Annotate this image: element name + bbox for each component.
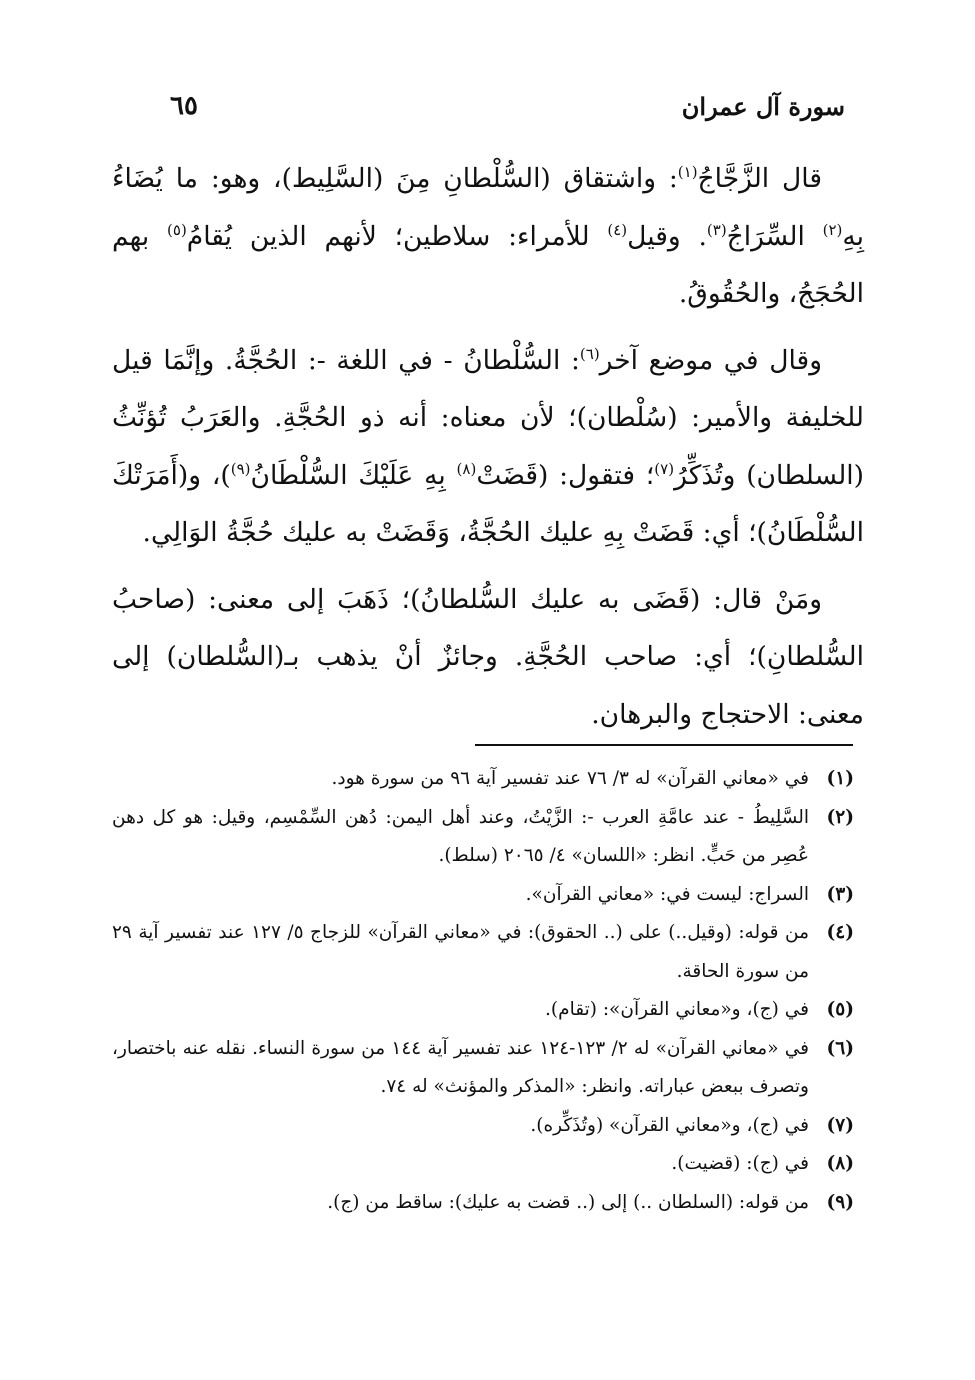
footnote-text: في (ج)، و«معاني القرآن» (وتُذَكِّره). — [530, 1114, 809, 1136]
p2-text-5: )، و(أَمَرَتْكَ السُّلْطَانُ)؛ أي: قَضَتْ بِهِ عليك الحُجَّةُ، وَقَضَتْ به عليك حُجَّةُ الوَالِي. — [112, 459, 864, 548]
footnote-item — [112, 914, 854, 991]
footnote-ref-1: (١) — [677, 163, 698, 182]
p1-text-6: بهم الحُجَجُ، والحُقُوقُ. — [112, 220, 864, 309]
p2-text-3: ؛ فتقول: (قَضَتْ — [476, 459, 655, 491]
footnote-item — [112, 799, 854, 876]
p1-text-5: للأمراء: سلاطين؛ لأنهم الذين يُقامُ — [186, 220, 608, 252]
p1-text-3: السِّرَاجُ — [726, 220, 823, 252]
footnote-text: في (ج): (قضيت). — [671, 1153, 809, 1174]
footnote-number: (٧) — [826, 1114, 854, 1136]
page-number: ٦٥ — [170, 91, 198, 121]
footnote-item — [112, 876, 854, 915]
main-text — [112, 150, 864, 752]
footnote-item — [112, 1030, 854, 1107]
footnotes — [112, 760, 854, 1222]
footnote-divider — [475, 744, 853, 746]
footnote-ref-6: (٦) — [579, 344, 600, 363]
running-title: سورة آل عمران — [681, 91, 845, 121]
footnote-item — [112, 1107, 854, 1146]
footnote-number: (١) — [826, 768, 854, 789]
footnote-number: (٩) — [826, 1191, 854, 1213]
footnote-item — [112, 1145, 854, 1184]
p1-text-1: قال الزَّجَّاجُ — [697, 163, 822, 194]
p3-text: ومَنْ قال: (قَضَى به عليك السُّلطانُ)؛ ذَهَبَ إلى معنى: (صاحبُ السُّلطانِ)؛ أي: صاحب الحُجَّةِ. وجائزٌ أنْ يذهب بـ(السُّلطان) إلى معنى: الاحتجاج والبرهان. — [112, 583, 864, 730]
footnote-number: (٨) — [826, 1153, 854, 1174]
p1-text-4: . وقيل — [627, 220, 707, 252]
footnote-item — [112, 991, 854, 1030]
page-header — [170, 86, 845, 126]
footnote-text: السَّلِيطُ - عند عامَّةِ العرب -: الزَّيْتُ، وعند أهل اليمن: دُهن السِّمْسِم، وقيل: هو كل دهن عُصِر من حَبٍّ. انظر: «اللسان» ٤/ ٢٠٦٥ (سلط). — [112, 806, 809, 866]
footnote-item — [112, 1184, 854, 1223]
footnote-ref-4: (٤) — [607, 220, 628, 239]
footnote-ref-7: (٧) — [654, 459, 675, 478]
footnote-number: (٣) — [826, 883, 854, 905]
paragraph-3 — [112, 571, 864, 744]
p2-text-2: : السُّلْطانُ - في اللغة -: الحُجَّةُ. وإنَّمَا قيل للخليفة والأمير: (سُلْطان)؛ لأن معناه: أنه ذو الحُجَّةِ. والعَرَبُ تُؤنِّثُ (السلطان) وتُذَكِّرُ — [112, 344, 864, 491]
footnote-number: (٦) — [826, 1037, 854, 1059]
footnote-text: من قوله: (وقيل..) على (.. الحقوق): في «معاني القرآن» للزجاج ٥/ ١٢٧ عند تفسير آية ٢٩ من سورة الحاقة. — [112, 922, 809, 982]
footnote-text: من قوله: (السلطان ..) إلى (.. قضت به عليك): ساقط من (ج). — [327, 1191, 809, 1213]
footnote-item — [112, 760, 854, 799]
footnote-number: (٢) — [826, 806, 854, 828]
footnote-ref-2: (٢) — [822, 220, 843, 239]
footnote-number: (٥) — [826, 999, 854, 1020]
footnote-ref-9: (٩) — [230, 459, 251, 478]
footnote-text: في (ج)، و«معاني القرآن»: (تقام). — [545, 999, 809, 1020]
p2-text-4: بِهِ عَلَيْكَ السُّلْطَانُ — [250, 459, 457, 491]
paragraph-2 — [112, 332, 864, 562]
footnote-ref-5: (٥) — [167, 220, 187, 239]
p2-text-1: وقال في موضع آخر — [599, 344, 822, 376]
footnote-ref-3: (٣) — [706, 220, 727, 239]
footnote-text: في «معاني القرآن» له ٢/ ١٢٣-١٢٤ عند تفسير آية ١٤٤ من سورة النساء. نقله عنه باختصار، وتصرف ببعض عباراته. وانظر: «المذكر والمؤنث» له ٧٤. — [112, 1037, 809, 1097]
paragraph-1 — [112, 150, 864, 323]
footnote-text: في «معاني القرآن» له ٣/ ٧٦ عند تفسير آية ٩٦ من سورة هود. — [331, 768, 809, 789]
footnote-ref-8: (٨) — [456, 459, 477, 478]
footnote-text: السراج: ليست في: «معاني القرآن». — [525, 883, 809, 905]
p1-text-2: : واشتقاق (السُّلْطانِ مِنَ (السَّلِيط)، وهو: ما يُضَاءُ بِهِ — [112, 163, 864, 252]
footnote-number: (٤) — [826, 922, 854, 943]
